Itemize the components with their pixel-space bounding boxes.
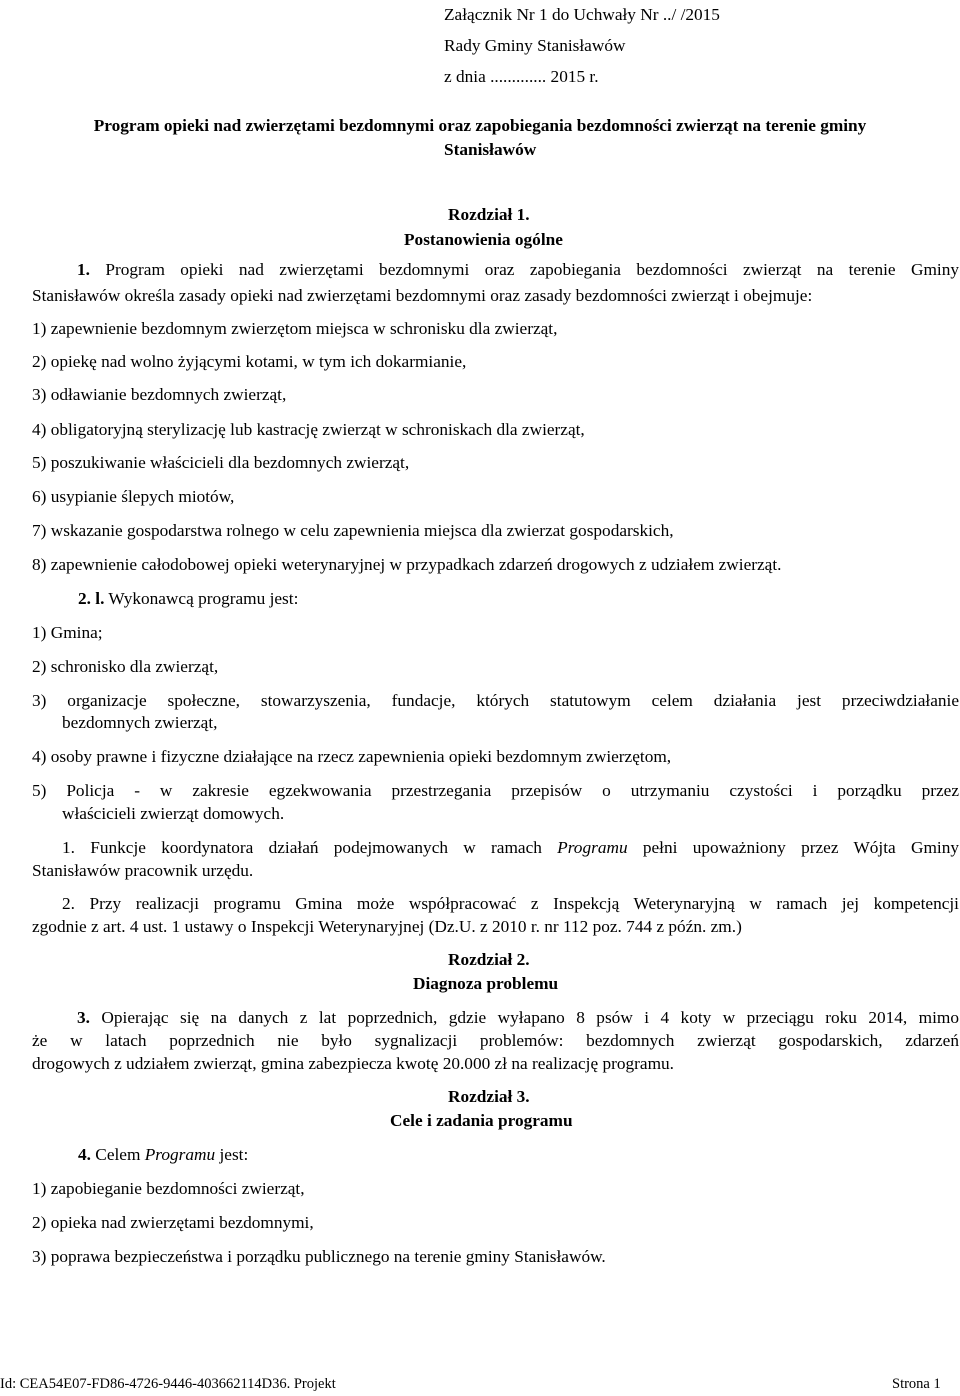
- chapter-3-subheading: Cele i zadania programu: [390, 1111, 573, 1130]
- paragraph-1-line1: 1. Program opieki nad zwierzętami bezdomnymi oraz zapobiegania bezdomności zwierząt na terenie Gminy: [77, 260, 959, 279]
- executor-item: 1) Gmina;: [32, 623, 103, 642]
- paragraph-3-line1: 3. Opierając się na danych z lat poprzednich, gdzie wyłapano 8 psów i 4 koty w przeciągu roku 2014, mimo: [77, 1008, 960, 1027]
- coordinator-line2: Stanisławów pracownik urzędu.: [32, 861, 254, 880]
- attachment-header: [444, 3, 720, 89]
- list-item: 4) obligatoryjną sterylizację lub kastrację zwierząt w schroniskach dla zwierząt,: [32, 420, 585, 439]
- chapter-1-subheading: Postanowienia ogólne: [404, 230, 563, 249]
- paragraph-4-number: 4.: [78, 1145, 91, 1164]
- executor-item-4: 4) osoby prawne i fizyczne działające na rzecz zapewnienia opieki bezdomnym zwierzętom,: [32, 747, 672, 766]
- paragraph-1-line2: Stanisławów określa zasady opieki nad zwierzętami bezdomnymi oraz zasady bezdomności zwierząt i obejmuje:: [32, 286, 813, 305]
- document-title-line2: Stanisławów: [444, 140, 537, 159]
- chapter-2-heading: Rozdział 2.: [448, 950, 530, 969]
- paragraph-4: 4. Celem Programu jest:: [78, 1145, 249, 1164]
- executor-item: 2) schronisko dla zwierząt,: [32, 657, 219, 676]
- document-title: Program opieki nad zwierzętami bezdomnymi oraz zapobiegania bezdomności zwierząt na terenie gminy: [93, 116, 867, 135]
- list-item: 1) zapewnienie bezdomnym zwierzętom miejsca w schronisku dla zwierząt,: [32, 319, 558, 338]
- list-item: 8) zapewnienie całodobowej opieki weterynaryjnej w przypadkach zdarzeń drogowych z udziałem zwierząt.: [32, 555, 782, 574]
- chapter-1-heading: Rozdział 1.: [448, 205, 530, 224]
- paragraph-1-number: 1.: [77, 260, 90, 279]
- executor-item-3-line2: bezdomnych zwierząt,: [62, 713, 218, 732]
- list-item: 5) poszukiwanie właścicieli dla bezdomnych zwierząt,: [32, 453, 410, 472]
- paragraph-2-number: 2. l.: [78, 589, 105, 608]
- executor-item-5-line2: właścicieli zwierząt domowych.: [62, 804, 285, 823]
- chapter-2-subheading: Diagnoza problemu: [413, 974, 559, 993]
- attachment-line: Załącznik Nr 1 do Uchwały Nr ../ /2015: [444, 5, 720, 24]
- paragraph-3-line2: że w latach poprzednich nie było sygnalizacji problemów: bezdomnych zwierząt gospodarskich, zdarzeń: [32, 1031, 959, 1050]
- footer-document-id: Id: CEA54E07-FD86-4726-9446-403662114D36. Projekt: [0, 1376, 336, 1392]
- coordinator-line1: 1. Funkcje koordynatora działań podejmowanych w ramach Programu pełni upoważniony przez Wójta Gminy: [62, 838, 959, 857]
- goal-item: 3) poprawa bezpieczeństwa i porządku publicznego na terenie gminy Stanisławów.: [32, 1247, 606, 1266]
- list-item: 7) wskazanie gospodarstwa rolnego w celu zapewnienia miejsca dla zwierzat gospodarskich,: [32, 521, 674, 540]
- list-item: 2) opiekę nad wolno żyjącymi kotami, w tym ich dokarmianie,: [32, 352, 467, 371]
- council-line: Rady Gminy Stanisławów: [444, 36, 626, 55]
- list-item: 3) odławianie bezdomnych zwierząt,: [32, 385, 287, 404]
- paragraph-2: 2. l. Wykonawcą programu jest:: [78, 589, 299, 608]
- paragraph-3-line3: drogowych z udziałem zwierząt, gmina zabezpiecza kwotę 20.000 zł na realizację programu.: [32, 1054, 674, 1073]
- paragraph-3-number: 3.: [77, 1008, 90, 1027]
- chapter-3-heading: Rozdział 3.: [448, 1087, 530, 1106]
- cooperation-line1: 2. Przy realizacji programu Gmina może współpracować z Inspekcją Weterynaryjną w ramach jej kompetencji: [62, 894, 959, 913]
- list-item: 6) usypianie ślepych miotów,: [32, 487, 235, 506]
- date-line: z dnia ............. 2015 r.: [444, 67, 599, 86]
- footer-page-number: Strona 1: [892, 1376, 941, 1392]
- executor-item-3-line1: 3) organizacje społeczne, stowarzyszenia, fundacje, których statutowym celem działania jest przeciwdziałanie: [32, 691, 959, 710]
- goal-item: 2) opieka nad zwierzętami bezdomnymi,: [32, 1213, 314, 1232]
- goal-item: 1) zapobieganie bezdomności zwierząt,: [32, 1179, 305, 1198]
- cooperation-line2: zgodnie z art. 4 ust. 1 ustawy o Inspekcji Weterynaryjnej (Dz.U. z 2010 r. nr 112 poz. 744 z późn. zm.): [32, 917, 742, 936]
- executor-item-5-line1: 5) Policja - w zakresie egzekwowania przestrzegania przepisów o utrzymaniu czystości i porządku przez: [32, 781, 959, 800]
